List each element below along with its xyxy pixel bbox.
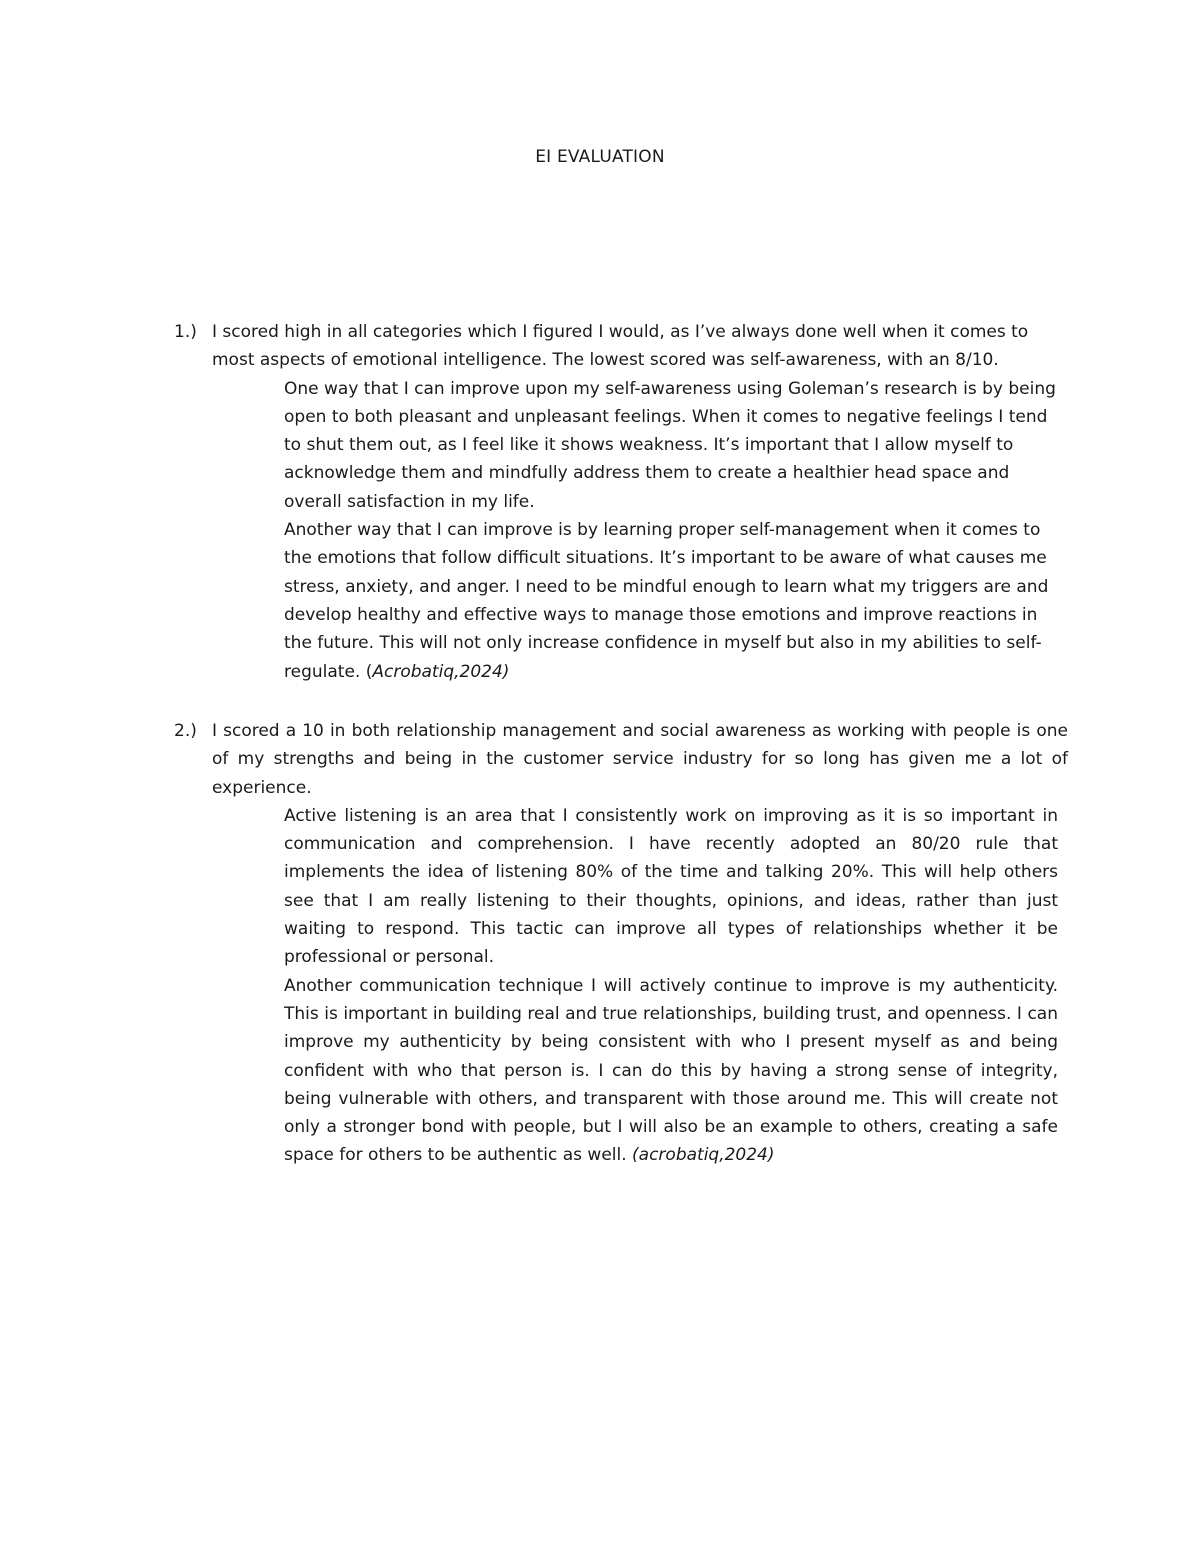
- item-2-paragraph-1: [212, 802, 1058, 972]
- item-1-paragraph-2-text: Another way that I can improve is by learning proper self-management when it comes to the emotions that follow difficult situations. It’s important to be aware of what causes me stress, anxiety, and anger. I need to be mindful enough to learn what my triggers are and develop healthy and effective ways to manage those emotions and improve reactions in the future. This will not only increase confidence in myself but also in my abilities to self-regulate. (: [284, 520, 1049, 682]
- item-2-paragraph-2-text: Another communication technique I will actively continue to improve is my authenticity. This is important in building real and true relationships, building trust, and openness. I can improve my authenticity by being consistent with who I present myself as and being confident with who that person is. I can do this by having a strong sense of integrity, being vulnerable with others, and transparent with those around me. This will create not only a stronger bond with people, but I will also be an example to others, creating a safe space for others to be authentic as well.: [284, 975, 1058, 1166]
- list-marker-2: 2.): [174, 721, 197, 741]
- item-2-paragraph-2: [212, 972, 1058, 1170]
- list-item-1: [174, 318, 1072, 686]
- list-item-2: [174, 717, 1072, 1170]
- item-1-citation: Acrobatiq,2024): [372, 661, 510, 682]
- item-1-paragraph-1: [212, 375, 1058, 516]
- list-marker-1: 1.): [174, 322, 197, 342]
- item-1-paragraph-1-text: One way that I can improve upon my self-awareness using Goleman’s research is by being open to both pleasant and unpleasant feelings. When it comes to negative feelings I tend to shut them out, as I feel like it shows weakness. It’s important that I allow myself to acknowledge them and mindfully address them to create a healthier head space and overall satisfaction in my life.: [284, 378, 1056, 512]
- item-1-lead-text: I scored high in all categories which I figured I would, as I’ve always done well when it comes to most aspects of emotional intelligence. The lowest scored was self-awareness, with an 8/10.: [212, 322, 1029, 371]
- item-1-paragraph-2: [212, 516, 1058, 686]
- document-title: EI EVALUATION: [535, 147, 665, 167]
- item-2-lead-text: I scored a 10 in both relationship management and social awareness as working with people is one of my strengths and being in the customer service industry for so long has given me a lot of experience.: [212, 721, 1068, 798]
- item-2-citation: (acrobatiq,2024): [632, 1145, 775, 1166]
- item-2-paragraph-1-text: Active listening is an area that I consistently work on improving as it is so important in communication and comprehension. I have recently adopted an 80/20 rule that implements the idea of listening 80% of the time and talking 20%. This will help others see that I am really listening to their thoughts, opinions, and ideas, rather than just waiting to respond. This tactic can improve all types of relationships whether it be professional or personal.: [284, 805, 1058, 968]
